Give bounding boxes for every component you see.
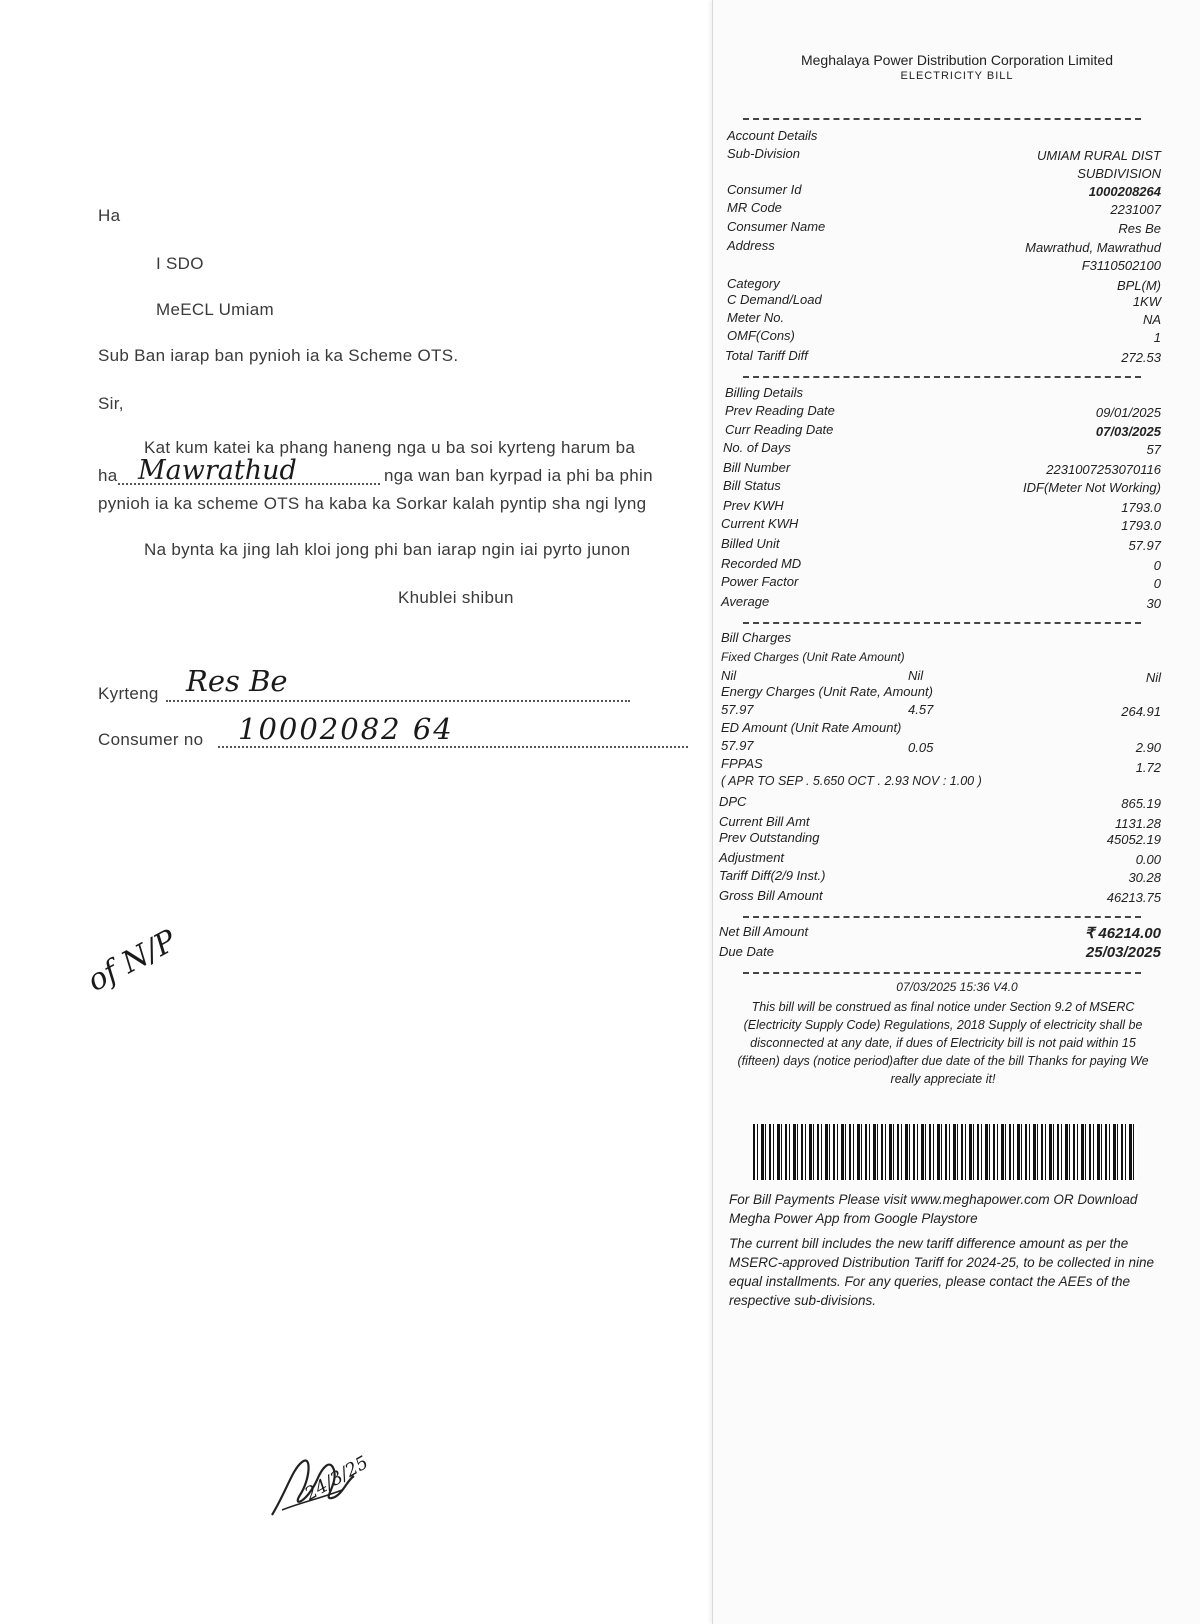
fixed-rate: Nil bbox=[908, 668, 924, 683]
dotted-line bbox=[218, 746, 688, 748]
letter-recipient-title: I SDO bbox=[156, 254, 204, 273]
fppas-label: FPPAS bbox=[721, 756, 763, 771]
bill-row-label: Current Bill Amt bbox=[719, 814, 810, 829]
barcode bbox=[753, 1124, 1137, 1180]
letter-para1-suffix: nga wan ban kyrpad ia phi ba phin bbox=[384, 466, 653, 485]
bill-row-label: Curr Reading Date bbox=[725, 422, 834, 437]
handwritten-consumer-number: 10002082 64 bbox=[238, 712, 454, 746]
charges-section-title: Bill Charges bbox=[721, 630, 792, 645]
bill-notice: This bill will be construed as final notice under Section 9.2 of MSERC (Electricity Supply Code) Regulations, 2018 Supply of electricity shall be disconnected at any date, if dues of Electricity bill is not paid within 15 (fifteen) days (notice period)after due date of the bill Thanks for paying We really appreciate it! bbox=[737, 1000, 1149, 1086]
fixed-unit: Nil bbox=[721, 668, 737, 683]
energy-rate: 4.57 bbox=[908, 702, 934, 717]
bill-row-label: MR Code bbox=[727, 200, 782, 215]
separator bbox=[743, 118, 1141, 120]
bill-row-label: Adjustment bbox=[719, 850, 785, 865]
separator bbox=[743, 376, 1141, 378]
fppas-detail: ( APR TO SEP . 5.650 OCT . 2.93 NOV : 1.00 ) bbox=[721, 774, 982, 788]
payment-note: For Bill Payments Please visit www.meghapower.com OR Download Megha Power App from Google Playstore bbox=[729, 1192, 1138, 1226]
bill-row-value: 272.53 bbox=[1121, 350, 1161, 365]
energy-charges-header: Energy Charges (Unit Rate, Amount) bbox=[721, 684, 933, 699]
bill-row-label: Category bbox=[727, 276, 780, 291]
ed-amount: 2.90 bbox=[1135, 740, 1161, 755]
bill-row-value: 1131.28 bbox=[1114, 816, 1161, 831]
name-label: Kyrteng bbox=[98, 684, 159, 703]
bill-row-label: Current KWH bbox=[721, 516, 799, 531]
bill-row-label: DPC bbox=[719, 794, 747, 809]
bill-row-value: 1KW bbox=[1132, 294, 1161, 309]
separator bbox=[743, 972, 1141, 974]
bill-row-value: 07/03/2025 bbox=[1095, 424, 1161, 439]
bill-row-value: 09/01/2025 bbox=[1095, 405, 1161, 420]
bill-row-label: Sub-Division bbox=[727, 146, 800, 161]
bill-row-label: Billed Unit bbox=[721, 536, 780, 551]
separator bbox=[743, 622, 1141, 624]
bill-row-value: 46213.75 bbox=[1106, 890, 1161, 905]
due-date-label: Due Date bbox=[719, 944, 774, 959]
bill-row-value: 0 bbox=[1153, 558, 1161, 573]
bill-timestamp: 07/03/2025 15:36 V4.0 bbox=[896, 980, 1018, 994]
letter-para1-prefix: ha bbox=[98, 466, 118, 485]
bill-row-label: Gross Bill Amount bbox=[719, 888, 823, 903]
electricity-bill-receipt bbox=[712, 0, 1200, 1624]
bill-row-value: NA bbox=[1142, 312, 1161, 327]
bill-row-label: No. of Days bbox=[723, 440, 791, 455]
bill-row-label: Meter No. bbox=[727, 310, 785, 325]
separator bbox=[743, 916, 1141, 918]
bill-row-label: Bill Number bbox=[723, 460, 791, 475]
bill-row-value: IDF(Meter Not Working) bbox=[1023, 480, 1161, 495]
letter-closing: Khublei shibun bbox=[398, 588, 514, 607]
letter-greeting: Sir, bbox=[98, 394, 124, 413]
ed-amount-header: ED Amount (Unit Rate Amount) bbox=[721, 720, 902, 735]
bill-row-label: Prev KWH bbox=[723, 498, 784, 513]
handwritten-annotation: of N/P bbox=[81, 923, 183, 999]
letter-para2: Na bynta ka jing lah kloi jong phi ban iarap ngin iai pyrto junon bbox=[144, 540, 631, 559]
bill-row-label: Consumer Name bbox=[727, 219, 826, 234]
bill-row-value: 865.19 bbox=[1121, 796, 1161, 811]
signature bbox=[262, 1440, 402, 1530]
bill-row-value: 1 bbox=[1153, 330, 1161, 345]
bill-row-label: OMF(Cons) bbox=[727, 328, 795, 343]
bill-company-name: Meghalaya Power Distribution Corporation Limited bbox=[800, 52, 1114, 68]
net-bill-label: Net Bill Amount bbox=[719, 924, 809, 939]
bill-row-value: 45052.19 bbox=[1106, 832, 1161, 847]
bill-row-value: F3110502100 bbox=[1081, 258, 1161, 273]
bill-row-value: 57.97 bbox=[1128, 538, 1161, 553]
bill-row-label: C Demand/Load bbox=[727, 292, 822, 307]
bill-row-value: 30 bbox=[1146, 596, 1161, 611]
bill-type: ELECTRICITY BILL bbox=[900, 70, 1014, 82]
bill-row-value: 2231007253070116 bbox=[1046, 462, 1161, 477]
bill-row-label: Recorded MD bbox=[721, 556, 802, 571]
dotted-line bbox=[166, 700, 630, 702]
bill-row-value: 1000208264 bbox=[1088, 184, 1161, 199]
bill-row-label: Prev Outstanding bbox=[719, 830, 820, 845]
bill-row-label: Address bbox=[727, 238, 775, 253]
bill-row-value: BPL(M) bbox=[1116, 278, 1161, 293]
letter-para1-line3: pynioh ia ka scheme OTS ha kaba ka Sorkar kalah pyntip sha ngi lyng bbox=[98, 494, 647, 513]
bill-row-label: Bill Status bbox=[723, 478, 781, 493]
due-date-value: 25/03/2025 bbox=[1085, 944, 1161, 961]
net-bill-amount: ₹ 46214.00 bbox=[1084, 925, 1161, 942]
bill-row-label: Power Factor bbox=[721, 574, 799, 589]
bill-row-value: Mawrathud, Mawrathud bbox=[1025, 240, 1161, 255]
ed-rate: 0.05 bbox=[908, 740, 934, 755]
billing-section-title: Billing Details bbox=[725, 385, 804, 400]
bill-row-value: 2231007 bbox=[1110, 202, 1161, 217]
bill-row-value: 0.00 bbox=[1135, 852, 1161, 867]
handwritten-village: Mawrathud bbox=[138, 455, 297, 486]
signature-date: 24/3/25 bbox=[301, 1452, 372, 1505]
ed-unit: 57.97 bbox=[721, 738, 754, 753]
handwritten-name: Res Be bbox=[186, 664, 288, 698]
letter-salutation-to: Ha bbox=[98, 206, 121, 225]
bill-row-value: Res Be bbox=[1118, 221, 1161, 236]
bill-row-value: 1793.0 bbox=[1121, 500, 1161, 515]
fixed-charges-header: Fixed Charges (Unit Rate Amount) bbox=[721, 650, 905, 664]
bill-row-label: Consumer Id bbox=[727, 182, 802, 197]
fixed-amount: Nil bbox=[1145, 670, 1161, 685]
fppas-value: 1.72 bbox=[1135, 760, 1161, 775]
letter-para1-line1: Kat kum katei ka phang haneng nga u ba soi kyrteng harum ba bbox=[144, 438, 636, 457]
bill-row-value: SUBDIVISION bbox=[1077, 166, 1161, 181]
energy-amount: 264.91 bbox=[1121, 704, 1161, 719]
bill-row-label: Prev Reading Date bbox=[725, 403, 835, 418]
consumer-label: Consumer no bbox=[98, 730, 204, 749]
bill-row-value: 1793.0 bbox=[1121, 518, 1161, 533]
bill-row-value: UMIAM RURAL DIST bbox=[1037, 148, 1161, 163]
letter-recipient-office: MeECL Umiam bbox=[156, 300, 274, 319]
bill-row-value: 57 bbox=[1146, 442, 1161, 457]
letter-subject: Sub Ban iarap ban pynioh ia ka Scheme OTS. bbox=[98, 346, 459, 365]
bill-row-label: Average bbox=[721, 594, 770, 609]
bill-row-label: Total Tariff Diff bbox=[725, 348, 808, 363]
account-section-title: Account Details bbox=[727, 128, 818, 143]
bill-row-value: 0 bbox=[1153, 576, 1161, 591]
bill-row-value: 30.28 bbox=[1128, 870, 1161, 885]
tariff-note: The current bill includes the new tariff difference amount as per the MSERC-approved Distribution Tariff for 2024-25, to be collected in nine equal installments. For any queries, please contact the AEEs of the respective sub-divisions. bbox=[729, 1236, 1154, 1308]
bill-row-label: Tariff Diff(2/9 Inst.) bbox=[719, 868, 826, 883]
energy-unit: 57.97 bbox=[721, 702, 754, 717]
